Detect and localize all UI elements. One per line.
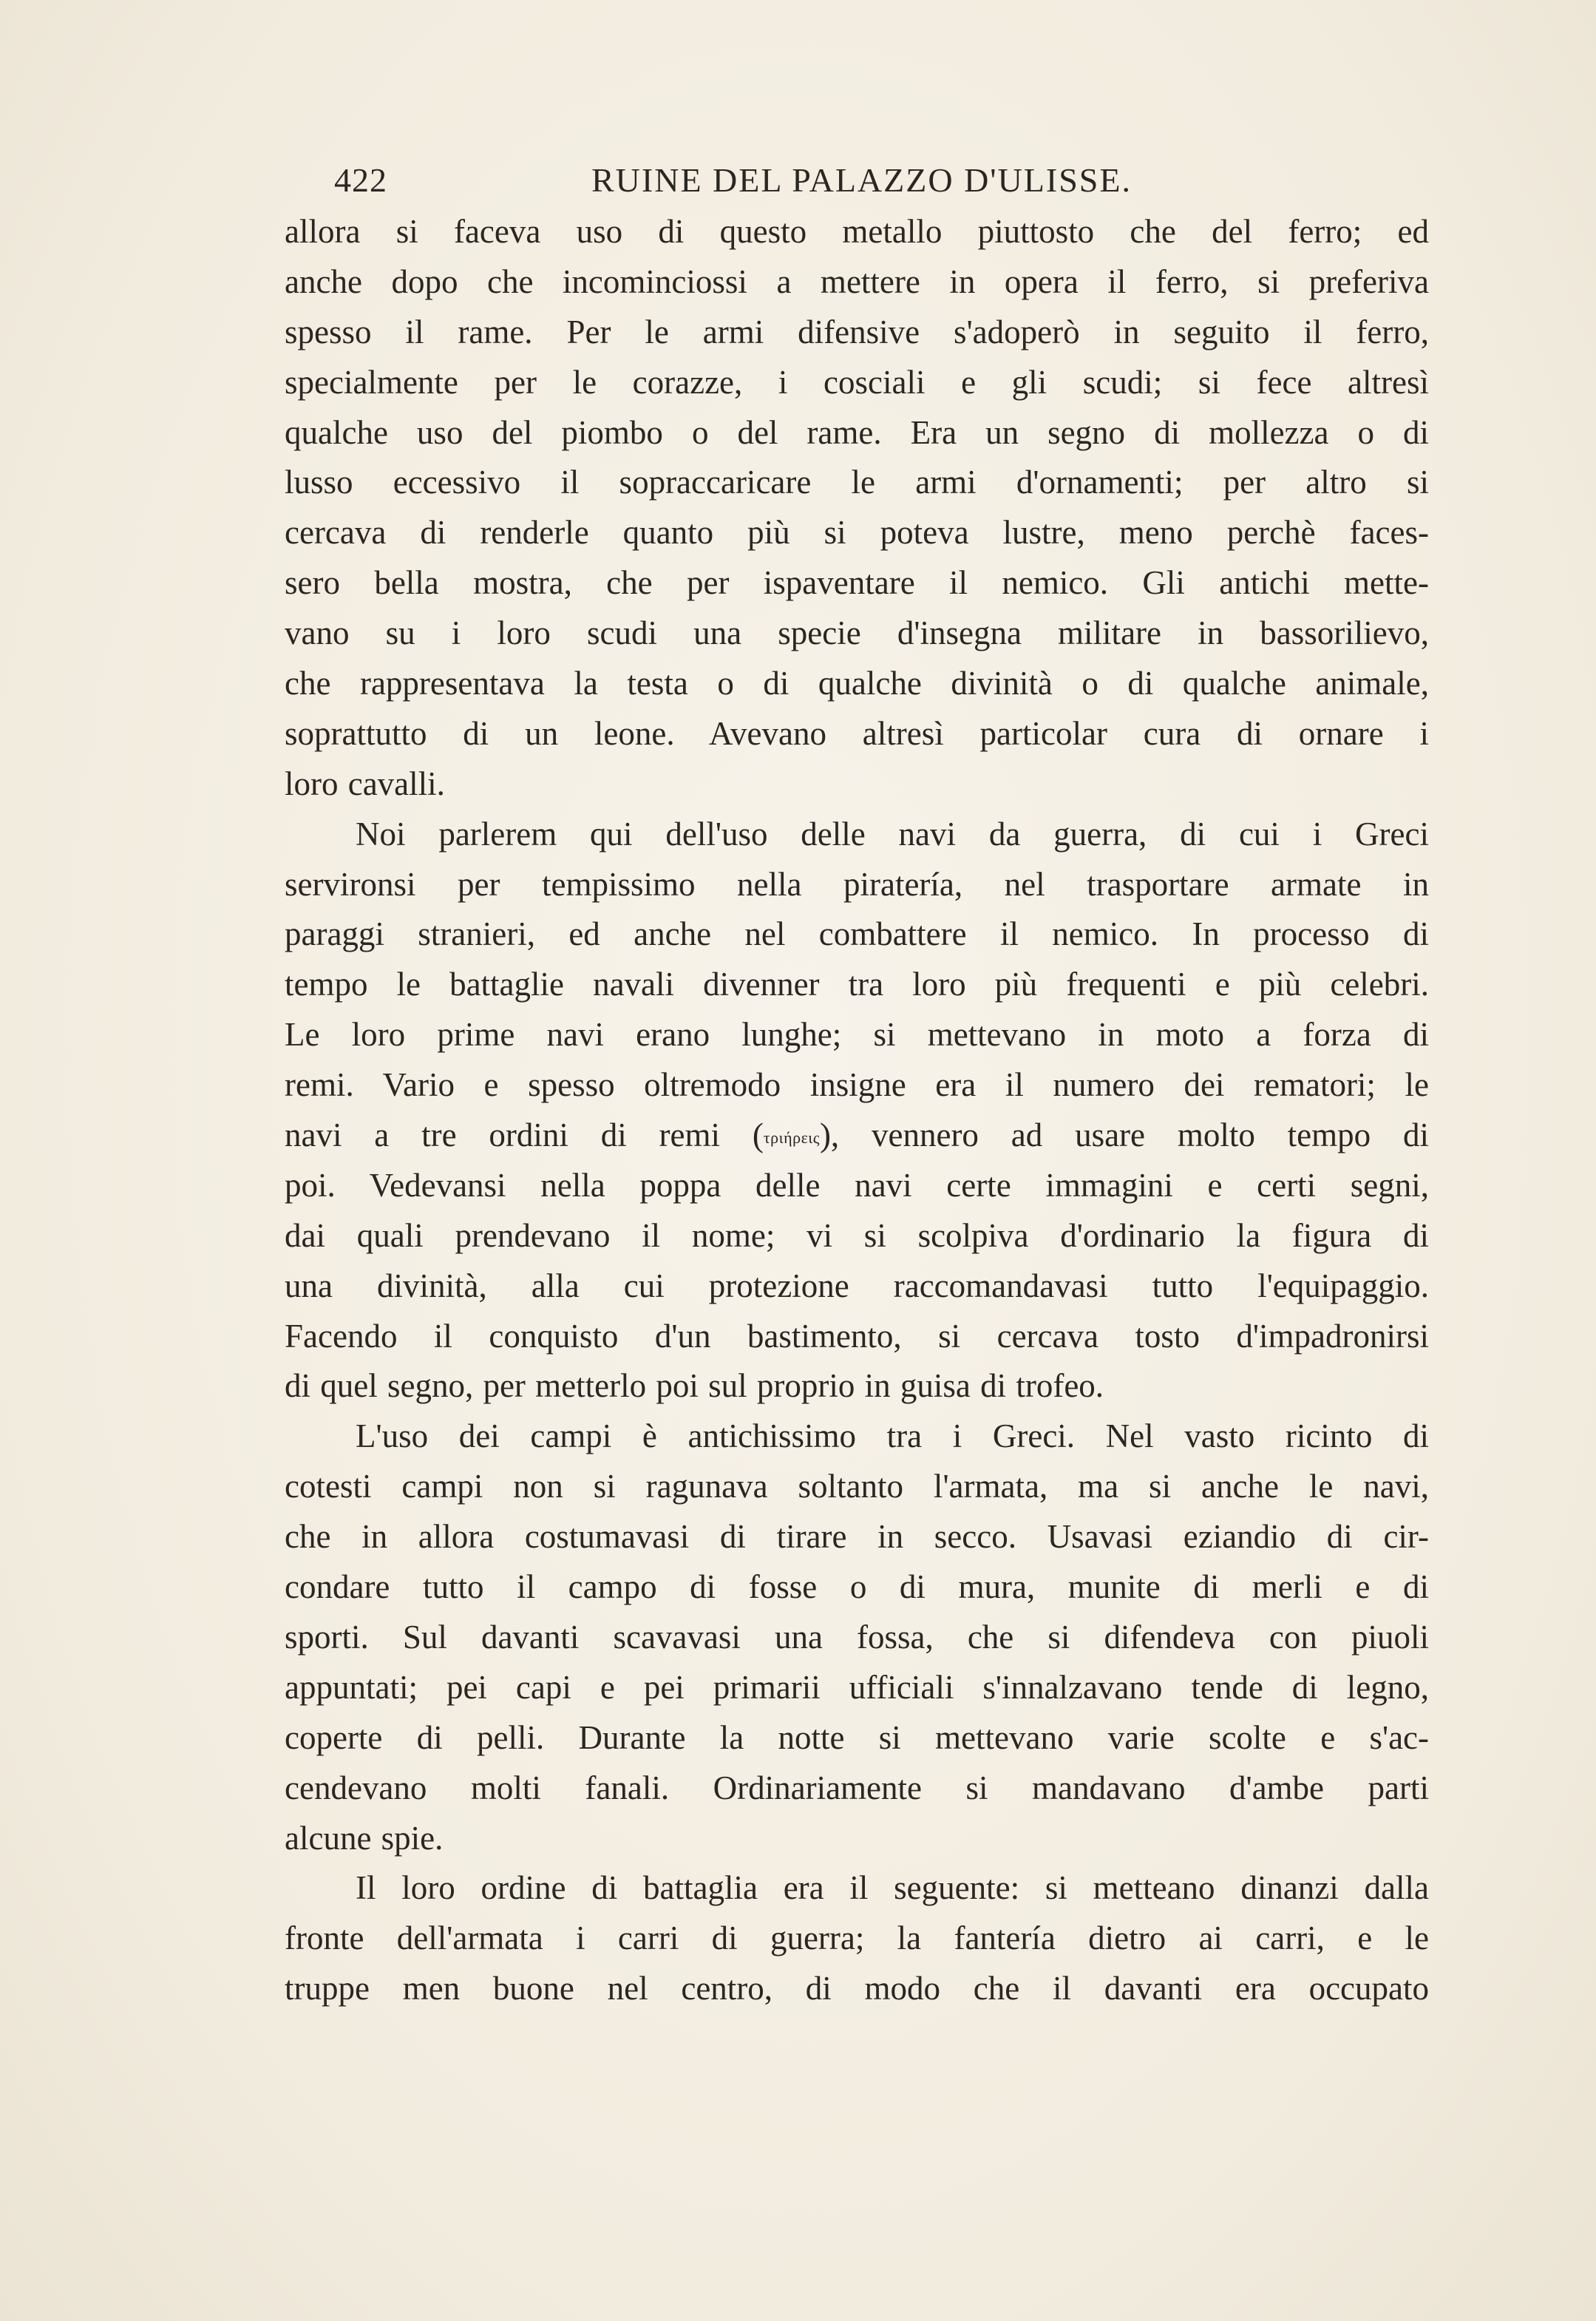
text-line: dai quali prendevano il nome; vi si scolpiva d'ordinario la figura di xyxy=(285,1216,1429,1254)
text-line: appuntati; pei capi e pei primarii ufficiali s'innalzavano tende di legno, xyxy=(285,1668,1429,1706)
text-line: condare tutto il campo di fosse o di mura, munite di merli e di xyxy=(285,1568,1429,1606)
text-line: una divinità, alla cui protezione raccomandavasi tutto l'equipaggio. xyxy=(285,1267,1429,1304)
text-line: remi. Vario e spesso oltremodo insigne era il numero dei rematori; le xyxy=(285,1066,1429,1104)
text-line: coperte di pelli. Durante la notte si mettevano varie scolte e s'ac- xyxy=(285,1718,1429,1756)
text-line: che rappresentava la testa o di qualche divinità o di qualche animale, xyxy=(285,665,1429,702)
text-line: cendevano molti fanali. Ordinariamente si mandavano d'ambe parti xyxy=(285,1769,1429,1806)
text-line: anche dopo che incominciossi a mettere in opera il ferro, si preferiva xyxy=(285,262,1429,300)
text-line: vano su i loro scudi una specie d'insegna militare in bassorilievo, xyxy=(285,614,1429,652)
text-line: truppe men buone nel centro, di modo che il davanti era occupato xyxy=(285,1970,1429,2007)
running-title: RUINE DEL PALAZZO D'ULISSE. xyxy=(591,161,1132,199)
text-line: poi. Vedevansi nella poppa delle navi certe immagini e certi segni, xyxy=(285,1166,1429,1204)
body-text xyxy=(285,207,1429,2014)
page-header xyxy=(334,158,1149,203)
text-line: loro cavalli. xyxy=(285,765,445,802)
text-line: paraggi stranieri, ed anche nel combattere il nemico. In processo di xyxy=(285,915,1429,953)
text-line: spesso il rame. Per le armi difensive s'adoperò in seguito il ferro, xyxy=(285,313,1429,350)
text-line: Facendo il conquisto d'un bastimento, si cercava tosto d'impadronirsi xyxy=(285,1317,1429,1355)
text-line: specialmente per le corazze, i cosciali e gli scudi; si fece altresì xyxy=(285,363,1429,401)
text-line: cercava di renderle quanto più si poteva lustre, meno perchè faces- xyxy=(285,514,1429,552)
text-line: Noi parlerem qui dell'uso delle navi da guerra, di cui i Greci xyxy=(356,815,1429,853)
text-line: allora si faceva uso di questo metallo piuttosto che del ferro; ed xyxy=(285,213,1429,250)
text-line: cotesti campi non si ragunava soltanto l'armata, ma si anche le navi, xyxy=(285,1468,1429,1505)
page-number: 422 xyxy=(334,161,387,199)
text-line: che in allora costumavasi di tirare in secco. Usavasi eziandio di cir- xyxy=(285,1518,1429,1556)
text-line: soprattutto di un leone. Avevano altresì particolar cura di ornare i xyxy=(285,714,1429,752)
text-line: alcune spie. xyxy=(285,1819,444,1857)
text-line: tempo le battaglie navali divenner tra loro più frequenti e più celebri. xyxy=(285,966,1429,1003)
text-line: sero bella mostra, che per ispaventare il nemico. Gli antichi mette- xyxy=(285,564,1429,602)
greek-term: τριήρεις xyxy=(763,1128,820,1148)
text-line: lusso eccessivo il sopraccaricare le armi d'ornamenti; per altro si xyxy=(285,464,1429,501)
text-segment: navi a tre ordini di remi ( xyxy=(285,1117,764,1154)
text-line-greek xyxy=(285,1111,1429,1161)
text-line: sporti. Sul davanti scavavasi una fossa, che si difendeva con piuoli xyxy=(285,1618,1429,1656)
text-line: qualche uso del piombo o del rame. Era un segno di mollezza o di xyxy=(285,413,1429,451)
text-segment: ), vennero ad usare molto tempo di xyxy=(819,1117,1429,1154)
text-line: Le loro prime navi erano lunghe; si mettevano in moto a forza di xyxy=(285,1016,1429,1054)
text-line: fronte dell'armata i carri di guerra; la fantería dietro ai carri, e le xyxy=(285,1920,1429,1957)
text-line: Il loro ordine di battaglia era il seguente: si metteano dinanzi dalla xyxy=(356,1869,1429,1907)
text-line: L'uso dei campi è antichissimo tra i Greci. Nel vasto ricinto di xyxy=(356,1417,1429,1455)
text-line: servironsi per tempissimo nella piratería, nel trasportare armate in xyxy=(285,865,1429,903)
text-line: di quel segno, per metterlo poi sul proprio in guisa di trofeo. xyxy=(285,1367,1104,1405)
